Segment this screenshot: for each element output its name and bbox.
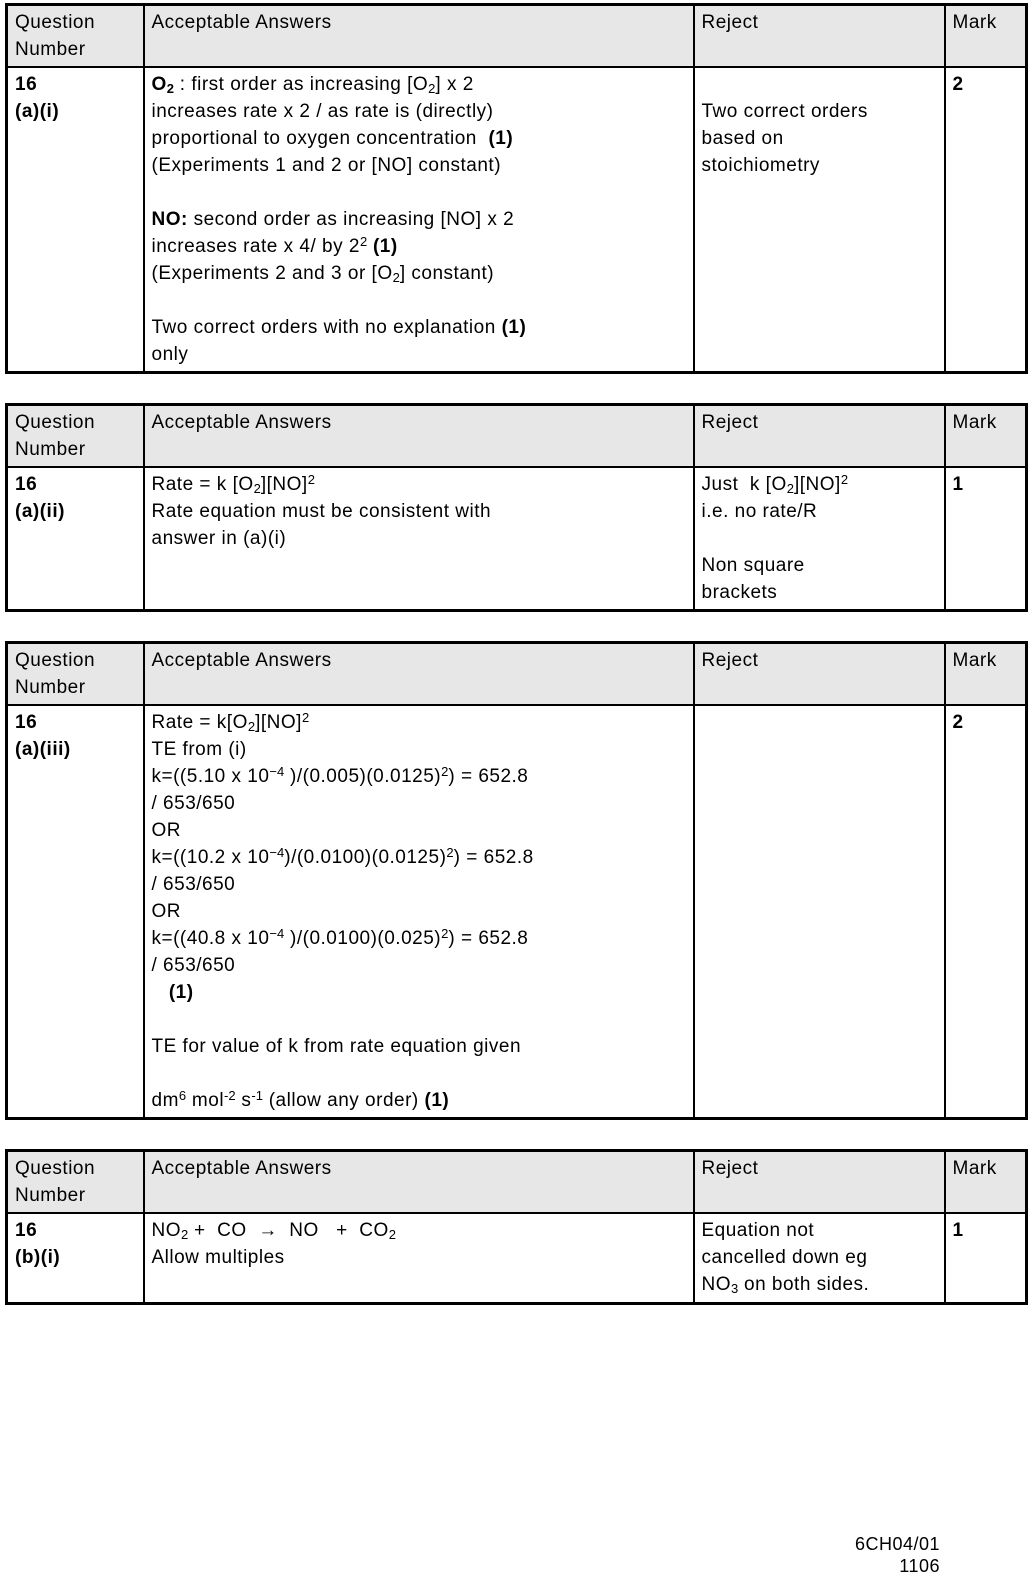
acceptable-answers-cell: Rate = k $[O_2][NO]^2$ Rate equation must be consistent with answer in (a)(i) [144, 467, 694, 611]
col-header-reject: Reject [694, 5, 945, 68]
answer-row [7, 467, 1027, 611]
mark-cell: 1 [945, 1213, 1027, 1303]
col-header-mark: Mark [945, 643, 1027, 706]
mark-cell: 1 [945, 467, 1027, 611]
answer-row [7, 1213, 1027, 1303]
col-header-question-number: Question Number [7, 1151, 144, 1214]
page-footer [5, 1533, 1025, 1577]
question-number-cell: 16 (a)(iii) [7, 705, 144, 1119]
col-header-question-number: Question Number [7, 643, 144, 706]
answer-row [7, 705, 1027, 1119]
col-header-reject: Reject [694, 1151, 945, 1214]
acceptable-answers-cell: $O_2$ : first order as increasing $[O_2]$ x 2 increases rate x 2 / as rate is (directly) proportional to oxygen concentration (1) (Experiments 1 and 2 or [NO] constant) NO: second order as increasing [NO] x 2 increases rate x 4/ by $2^2$ (1) (Experiments 2 and 3 or $[O_2]$ constant) Two correct orders with no explanation (1) only [144, 67, 694, 373]
col-header-acceptable-answers: Acceptable Answers [144, 1151, 694, 1214]
header-row [7, 1151, 1027, 1214]
reject-cell: Just k $[O_2][NO]^2$ i.e. no rate/R Non square brackets [694, 467, 945, 611]
markscheme-table-16aiii [5, 641, 1028, 1120]
reject-cell: Equation not cancelled down eg $NO_3$ on both sides. [694, 1213, 945, 1303]
col-header-acceptable-answers: Acceptable Answers [144, 405, 694, 468]
col-header-acceptable-answers: Acceptable Answers [144, 643, 694, 706]
session-code: 1106 [899, 1555, 940, 1576]
col-header-mark: Mark [945, 405, 1027, 468]
markscheme-table-16ai [5, 3, 1028, 374]
col-header-acceptable-answers: Acceptable Answers [144, 5, 694, 68]
col-header-mark: Mark [945, 5, 1027, 68]
question-number-cell: 16 (a)(i) [7, 67, 144, 373]
col-header-reject: Reject [694, 405, 945, 468]
col-header-question-number: Question Number [7, 5, 144, 68]
header-row [7, 405, 1027, 468]
col-header-reject: Reject [694, 643, 945, 706]
question-number-cell: 16 (b)(i) [7, 1213, 144, 1303]
reject-cell: Two correct orders based on stoichiometry [694, 67, 945, 373]
col-header-question-number: Question Number [7, 405, 144, 468]
col-header-mark: Mark [945, 1151, 1027, 1214]
header-row [7, 643, 1027, 706]
paper-code: 6CH04/01 [854, 1533, 940, 1554]
reject-cell [694, 705, 945, 1119]
acceptable-answers-cell: $NO_2$ + CO → NO + $CO_2$ Allow multiples [144, 1213, 694, 1303]
question-number-cell: 16 (a)(ii) [7, 467, 144, 611]
mark-cell: 2 [945, 705, 1027, 1119]
answer-row [7, 67, 1027, 373]
markscheme-table-16aii [5, 403, 1028, 612]
acceptable-answers-cell: Rate = $k[O_2][NO]^2$ TE from (i) k=((5.10 x $10^{-4}$ )$/(0.005)(0.0125)^2) = 652.8$ / 653/650 OR k=((10.2 x $10^{-4})/(0.0100)(0.0125)^2) = 652.8$ / 653/650 OR k=((40.8 x $10^{-4}$ )$/(0.0100)(0.025)^2) = 652.8$ / 653/650 (1) TE for value of k from rate equation given $dm^6$ mol$^{-2}$ $s^{-1}$ (allow any order) (1) [144, 705, 694, 1119]
markscheme-table-16bi [5, 1149, 1028, 1305]
header-row [7, 5, 1027, 68]
mark-cell: 2 [945, 67, 1027, 373]
